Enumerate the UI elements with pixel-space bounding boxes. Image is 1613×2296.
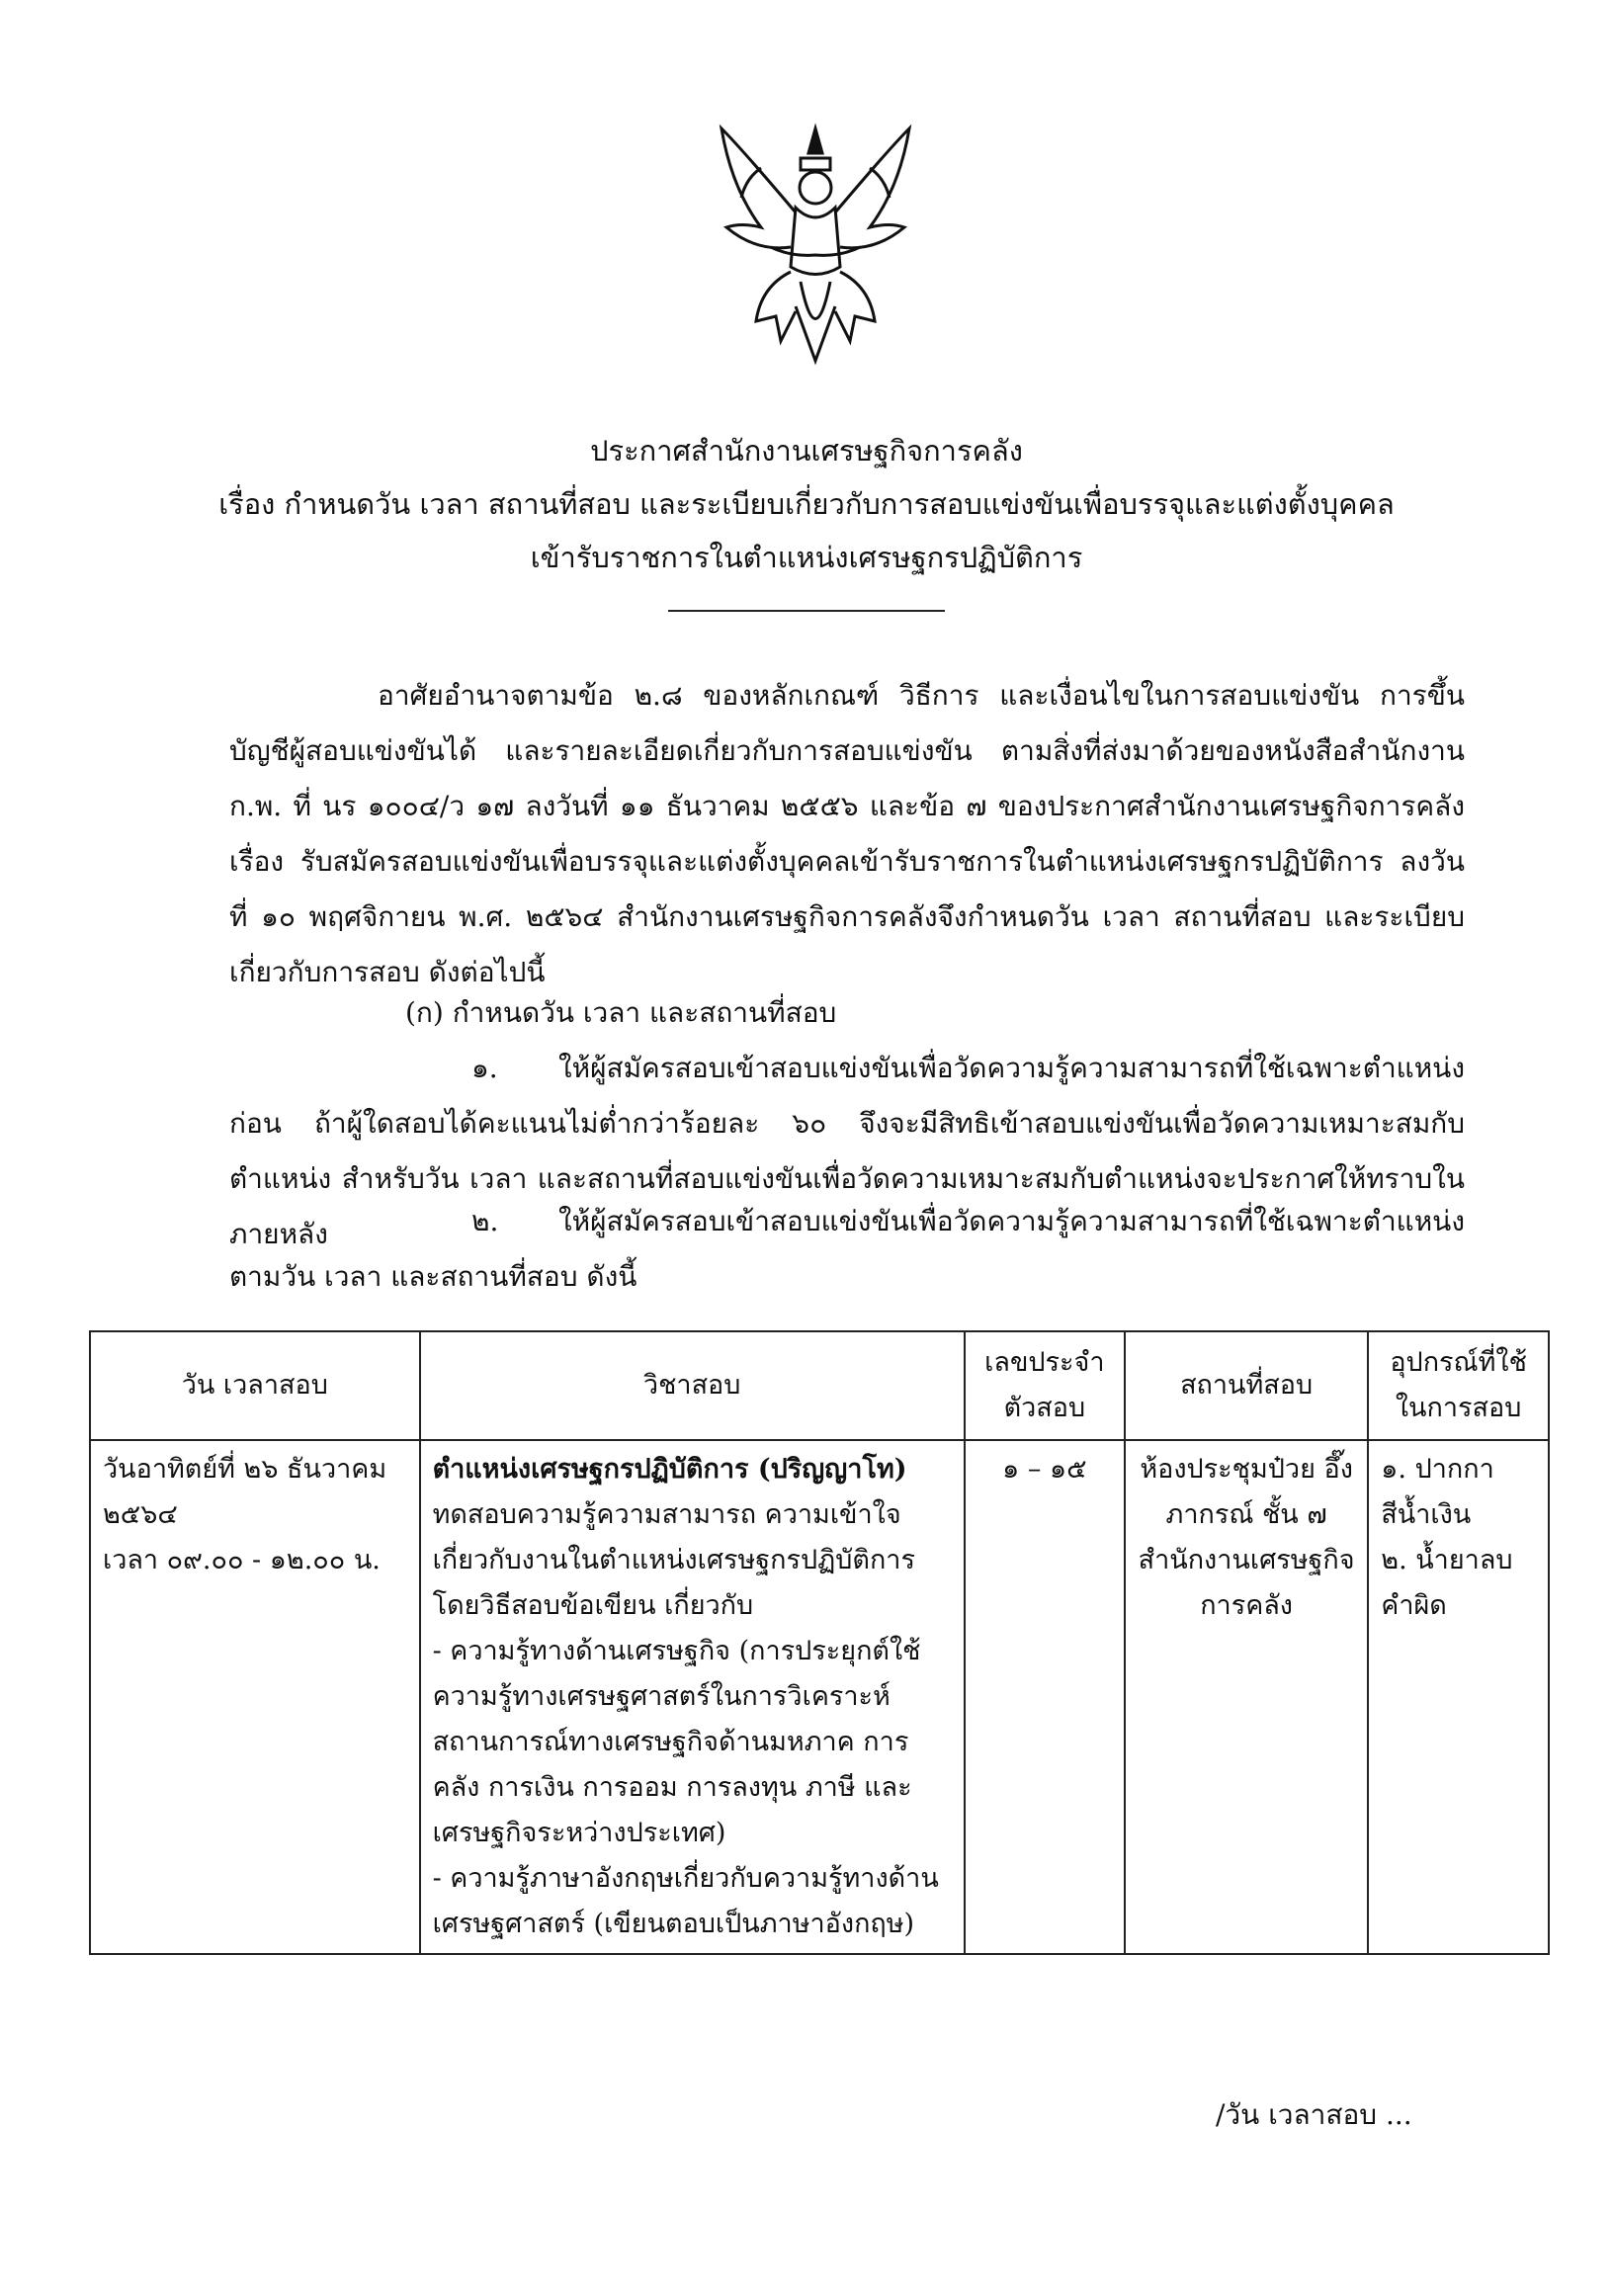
continuation-note: /วัน เวลาสอบ ... [1216, 2098, 1412, 2131]
cell-equipment [1368, 1440, 1549, 1954]
subject-item-english: - ความรู้ภาษาอังกฤษเกี่ยวกับความรู้ทางด้านเศรษฐศาสตร์ (เขียนตอบเป็นภาษาอังกฤษ) [432, 1863, 939, 1939]
announcement-subject: เรื่อง กำหนดวัน เวลา สถานที่สอบ และระเบียบเกี่ยวกับการสอบแข่งขันเพื่อบรรจุและแต่งตั้งบุคคล [218, 487, 1395, 521]
announcement-title: ประกาศสำนักงานเศรษฐกิจการคลัง [590, 434, 1023, 468]
section-a-heading: (ก) กำหนดวัน เวลา และสถานที่สอบ [405, 996, 837, 1029]
table-header-row [90, 1331, 1549, 1440]
item-2-paragraph: ๒. ให้ผู้สมัครสอบเข้าสอบแข่งขันเพื่อวัดความรู้ความสามารถที่ใช้เฉพาะตำแหน่ง ตามวัน เวลา และสถานที่สอบ ดังนี้ [229, 1205, 1465, 1293]
subject-title: ตำแหน่งเศรษฐกรปฏิบัติการ (ปริญญาโท) [432, 1454, 907, 1485]
header-date-time: วัน เวลาสอบ [90, 1331, 420, 1440]
announcement-subject-cont: เข้ารับราชการในตำแหน่งเศรษฐกรปฏิบัติการ [530, 541, 1083, 574]
equipment-correction-fluid: ๒. น้ำยาลบคำผิด [1381, 1545, 1513, 1621]
exam-time: เวลา ๐๙.๐๐ - ๑๒.๐๐ น. [103, 1545, 381, 1575]
intro-paragraph: อาศัยอำนาจตามข้อ ๒.๘ ของหลักเกณฑ์ วิธีการ และเงื่อนไขในการสอบแข่งขัน การขึ้นบัญชีผู้สอบแข่งขันได้ และรายละเอียดเกี่ยวกับการสอบแข่งขัน ตามสิ่งที่ส่งมาด้วยของหนังสือสำนักงาน ก.พ. ที่ นร ๑๐๐๔/ว ๑๗ ลงวันที่ ๑๑ ธันวาคม ๒๕๕๖ และข้อ ๗ ของประกาศสำนักงานเศรษฐกิจการคลัง เรื่อง รับสมัครสอบแข่งขันเพื่อบรรจุและแต่งตั้งบุคคลเข้ารับราชการในตำแหน่งเศรษฐกรปฏิบัติการ ลงวันที่ ๑๐ พฤศจิกายน พ.ศ. ๒๕๖๔ สำนักงานเศรษฐกิจการคลังจึงกำหนดวัน เวลา สถานที่สอบ และระเบียบเกี่ยวกับการสอบ ดังต่อไปนี้ [229, 679, 1465, 988]
header-subject: วิชาสอบ [420, 1331, 965, 1440]
table-row [90, 1440, 1549, 1954]
title-divider [668, 610, 945, 612]
header-venue: สถานที่สอบ [1125, 1331, 1368, 1440]
cell-date-time [90, 1440, 420, 1954]
cell-subject [420, 1440, 965, 1954]
garuda-emblem [702, 109, 929, 371]
header-exam-number: เลขประจำตัวสอบ [965, 1331, 1125, 1440]
cell-exam-number: ๑ – ๑๕ [965, 1440, 1125, 1954]
exam-schedule-table [89, 1330, 1550, 1955]
equipment-pen: ๑. ปากกาสีน้ำเงิน [1381, 1454, 1494, 1530]
subject-item-economics: - ความรู้ทางด้านเศรษฐกิจ (การประยุกต์ใช้ความรู้ทางเศรษฐศาสตร์ในการวิเคราะห์สถานการณ์ทางเศรษฐกิจด้านมหภาค การคลัง การเงิน การออม การลงทุน ภาษี และเศรษฐกิจระหว่างประเทศ) [432, 1636, 921, 1848]
exam-date: วันอาทิตย์ที่ ๒๖ ธันวาคม ๒๕๖๔ [103, 1454, 387, 1530]
header-equipment: อุปกรณ์ที่ใช้ในการสอบ [1368, 1331, 1549, 1440]
subject-description: ทดสอบความรู้ความสามารถ ความเข้าใจเกี่ยวกับงานในตำแหน่งเศรษฐกรปฏิบัติการ โดยวิธีสอบข้อเขียน เกี่ยวกับ [432, 1499, 915, 1621]
item-1-paragraph: ๑. ให้ผู้สมัครสอบเข้าสอบแข่งขันเพื่อวัดความรู้ความสามารถที่ใช้เฉพาะตำแหน่งก่อน ถ้าผู้ใดสอบได้คะแนนไม่ต่ำกว่าร้อยละ ๖๐ จึงจะมีสิทธิเข้าสอบแข่งขันเพื่อวัดความเหมาะสมกับตำแหน่ง สำหรับวัน เวลา และสถานที่สอบแข่งขันเพื่อวัดความเหมาะสมกับตำแหน่งจะประกาศให้ทราบในภายหลัง [229, 1052, 1465, 1250]
cell-venue: ห้องประชุมป๋วย อึ๊งภากรณ์ ชั้น ๗ สำนักงานเศรษฐกิจการคลัง [1125, 1440, 1368, 1954]
